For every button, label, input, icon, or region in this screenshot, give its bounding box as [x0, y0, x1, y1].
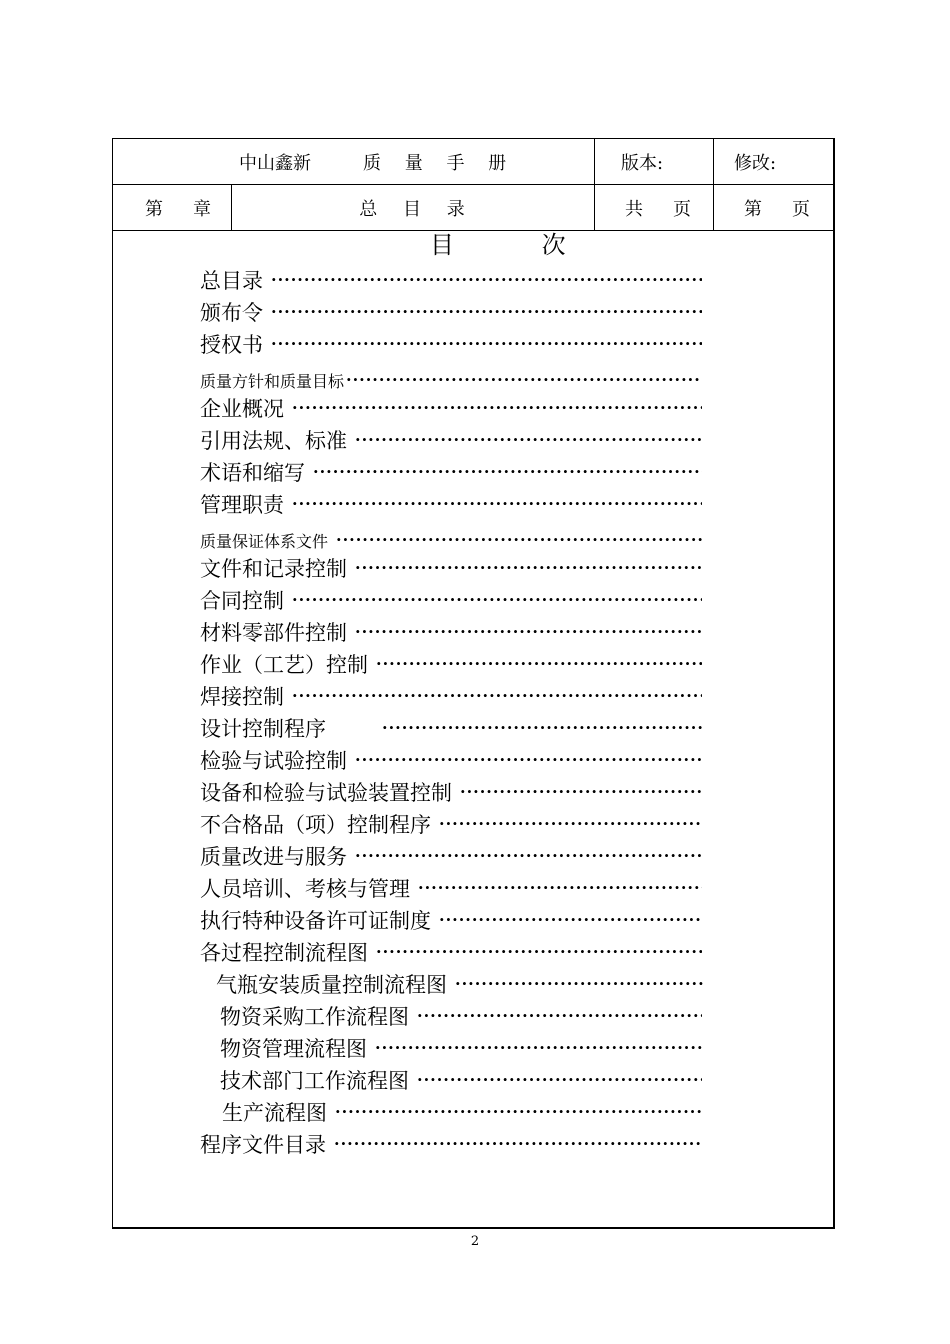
manual-title-cell [113, 139, 594, 184]
toc-item-label: 文件和记录控制 [200, 557, 347, 581]
chapter-label-first: 第 [145, 198, 163, 220]
leader-dots [334, 1128, 702, 1160]
toc-item-label: 各过程控制流程图 [200, 941, 368, 965]
header-row-2 [113, 185, 833, 231]
toc-item-label: 术语和缩写 [200, 461, 305, 485]
toc-item[interactable] [200, 776, 710, 808]
chapter-label-second: 章 [193, 198, 211, 220]
toc-item-label: 物资采购工作流程图 [220, 1005, 409, 1029]
toc-item-label: 引用法规、标准 [200, 429, 347, 453]
toc-item-label: 作业（工艺）控制 [200, 653, 368, 677]
leader-dots [355, 616, 702, 648]
leader-dots [355, 840, 702, 872]
header-row-1 [113, 139, 833, 185]
toc-item-label: 质量保证体系文件 [200, 531, 329, 551]
toc-item-label: 质量方针和质量目标 [200, 371, 345, 391]
toc-item-label: 总目录 [200, 269, 263, 293]
toc-item[interactable] [200, 488, 710, 520]
leader-dots [355, 744, 702, 776]
toc-item-label: 材料零部件控制 [200, 621, 347, 645]
page-label-second: 页 [792, 198, 810, 220]
toc-item[interactable] [200, 328, 710, 360]
toc-item-label: 企业概况 [200, 397, 284, 421]
leader-dots [382, 712, 702, 744]
leader-dots [292, 488, 702, 520]
toc-item[interactable] [200, 456, 710, 488]
toc-item[interactable] [200, 1128, 710, 1160]
toc-item[interactable] [200, 808, 710, 840]
toc-item-label: 管理职责 [200, 493, 284, 517]
toc-item[interactable] [200, 840, 710, 872]
toc-item[interactable] [200, 424, 710, 456]
page-number: 2 [470, 1234, 480, 1249]
section-title: 总 目 录 [359, 198, 475, 220]
chapter-cell [113, 185, 231, 230]
toc-item[interactable] [220, 1064, 710, 1096]
leader-dots [417, 1064, 702, 1096]
toc-item[interactable] [220, 1032, 710, 1064]
version-label: 版本: [621, 152, 664, 174]
section-title-cell [231, 185, 594, 230]
toc-item[interactable] [200, 712, 710, 744]
leader-dots [271, 296, 702, 328]
leader-dots [439, 904, 702, 936]
toc-item-label: 程序文件目录 [200, 1133, 326, 1157]
toc-item-label: 设计控制程序 [200, 717, 326, 741]
revision-label: 修改: [734, 152, 777, 174]
toc-item-label: 执行特种设备许可证制度 [200, 909, 431, 933]
leader-dots [335, 1096, 702, 1128]
total-pages-label-first: 共 [625, 198, 643, 220]
toc-item-label: 质量改进与服务 [200, 845, 347, 869]
leader-dots [292, 680, 702, 712]
toc-item-label: 人员培训、考核与管理 [200, 877, 410, 901]
toc-item[interactable] [200, 392, 710, 424]
toc-item-label: 焊接控制 [200, 685, 284, 709]
total-pages-cell [594, 185, 713, 230]
leader-dots [376, 648, 702, 680]
leader-dots [271, 264, 702, 296]
toc-item[interactable] [220, 1000, 710, 1032]
page-label-first: 第 [744, 198, 762, 220]
toc-item[interactable] [200, 552, 710, 584]
toc-item[interactable] [200, 616, 710, 648]
toc-item[interactable] [200, 648, 710, 680]
toc-item-label: 设备和检验与试验装置控制 [200, 781, 452, 805]
leader-dots [455, 968, 704, 1000]
toc-item[interactable] [200, 744, 710, 776]
manual-title: 质 量 手 册 [363, 152, 516, 174]
company-name: 中山鑫新 [239, 152, 311, 174]
leader-dots [271, 328, 702, 360]
toc-item-label: 不合格品（项）控制程序 [200, 813, 431, 837]
toc-item-label: 检验与试验控制 [200, 749, 347, 773]
total-pages-label-second: 页 [673, 198, 691, 220]
toc-item[interactable] [200, 296, 710, 328]
revision-cell [713, 139, 833, 184]
toc-item[interactable] [200, 264, 710, 296]
leader-dots [376, 936, 702, 968]
toc-item-label: 物资管理流程图 [220, 1037, 367, 1061]
leader-dots [313, 456, 702, 488]
toc-item[interactable] [200, 872, 710, 904]
toc-item[interactable] [200, 936, 710, 968]
leader-dots [418, 872, 702, 904]
toc-item[interactable] [200, 584, 710, 616]
leader-dots [355, 552, 702, 584]
toc-item-label: 技术部门工作流程图 [220, 1069, 409, 1093]
leader-dots [460, 776, 702, 808]
page-cell [713, 185, 833, 230]
toc-item-label: 颁布令 [200, 301, 263, 325]
leader-dots [292, 392, 702, 424]
toc-item-label: 生产流程图 [222, 1101, 327, 1125]
toc-item[interactable] [200, 904, 710, 936]
toc-item-label: 合同控制 [200, 589, 284, 613]
leader-dots [375, 1032, 702, 1064]
leader-dots [439, 808, 702, 840]
toc-item[interactable] [216, 968, 712, 1000]
leader-dots [417, 1000, 702, 1032]
toc-item-label: 气瓶安装质量控制流程图 [216, 973, 447, 997]
version-cell [594, 139, 713, 184]
toc-item[interactable] [200, 680, 710, 712]
toc-title: 目 次 [430, 231, 606, 259]
toc-item-label: 授权书 [200, 333, 263, 357]
leader-dots [355, 424, 702, 456]
toc-item[interactable] [222, 1096, 710, 1128]
leader-dots [292, 584, 702, 616]
